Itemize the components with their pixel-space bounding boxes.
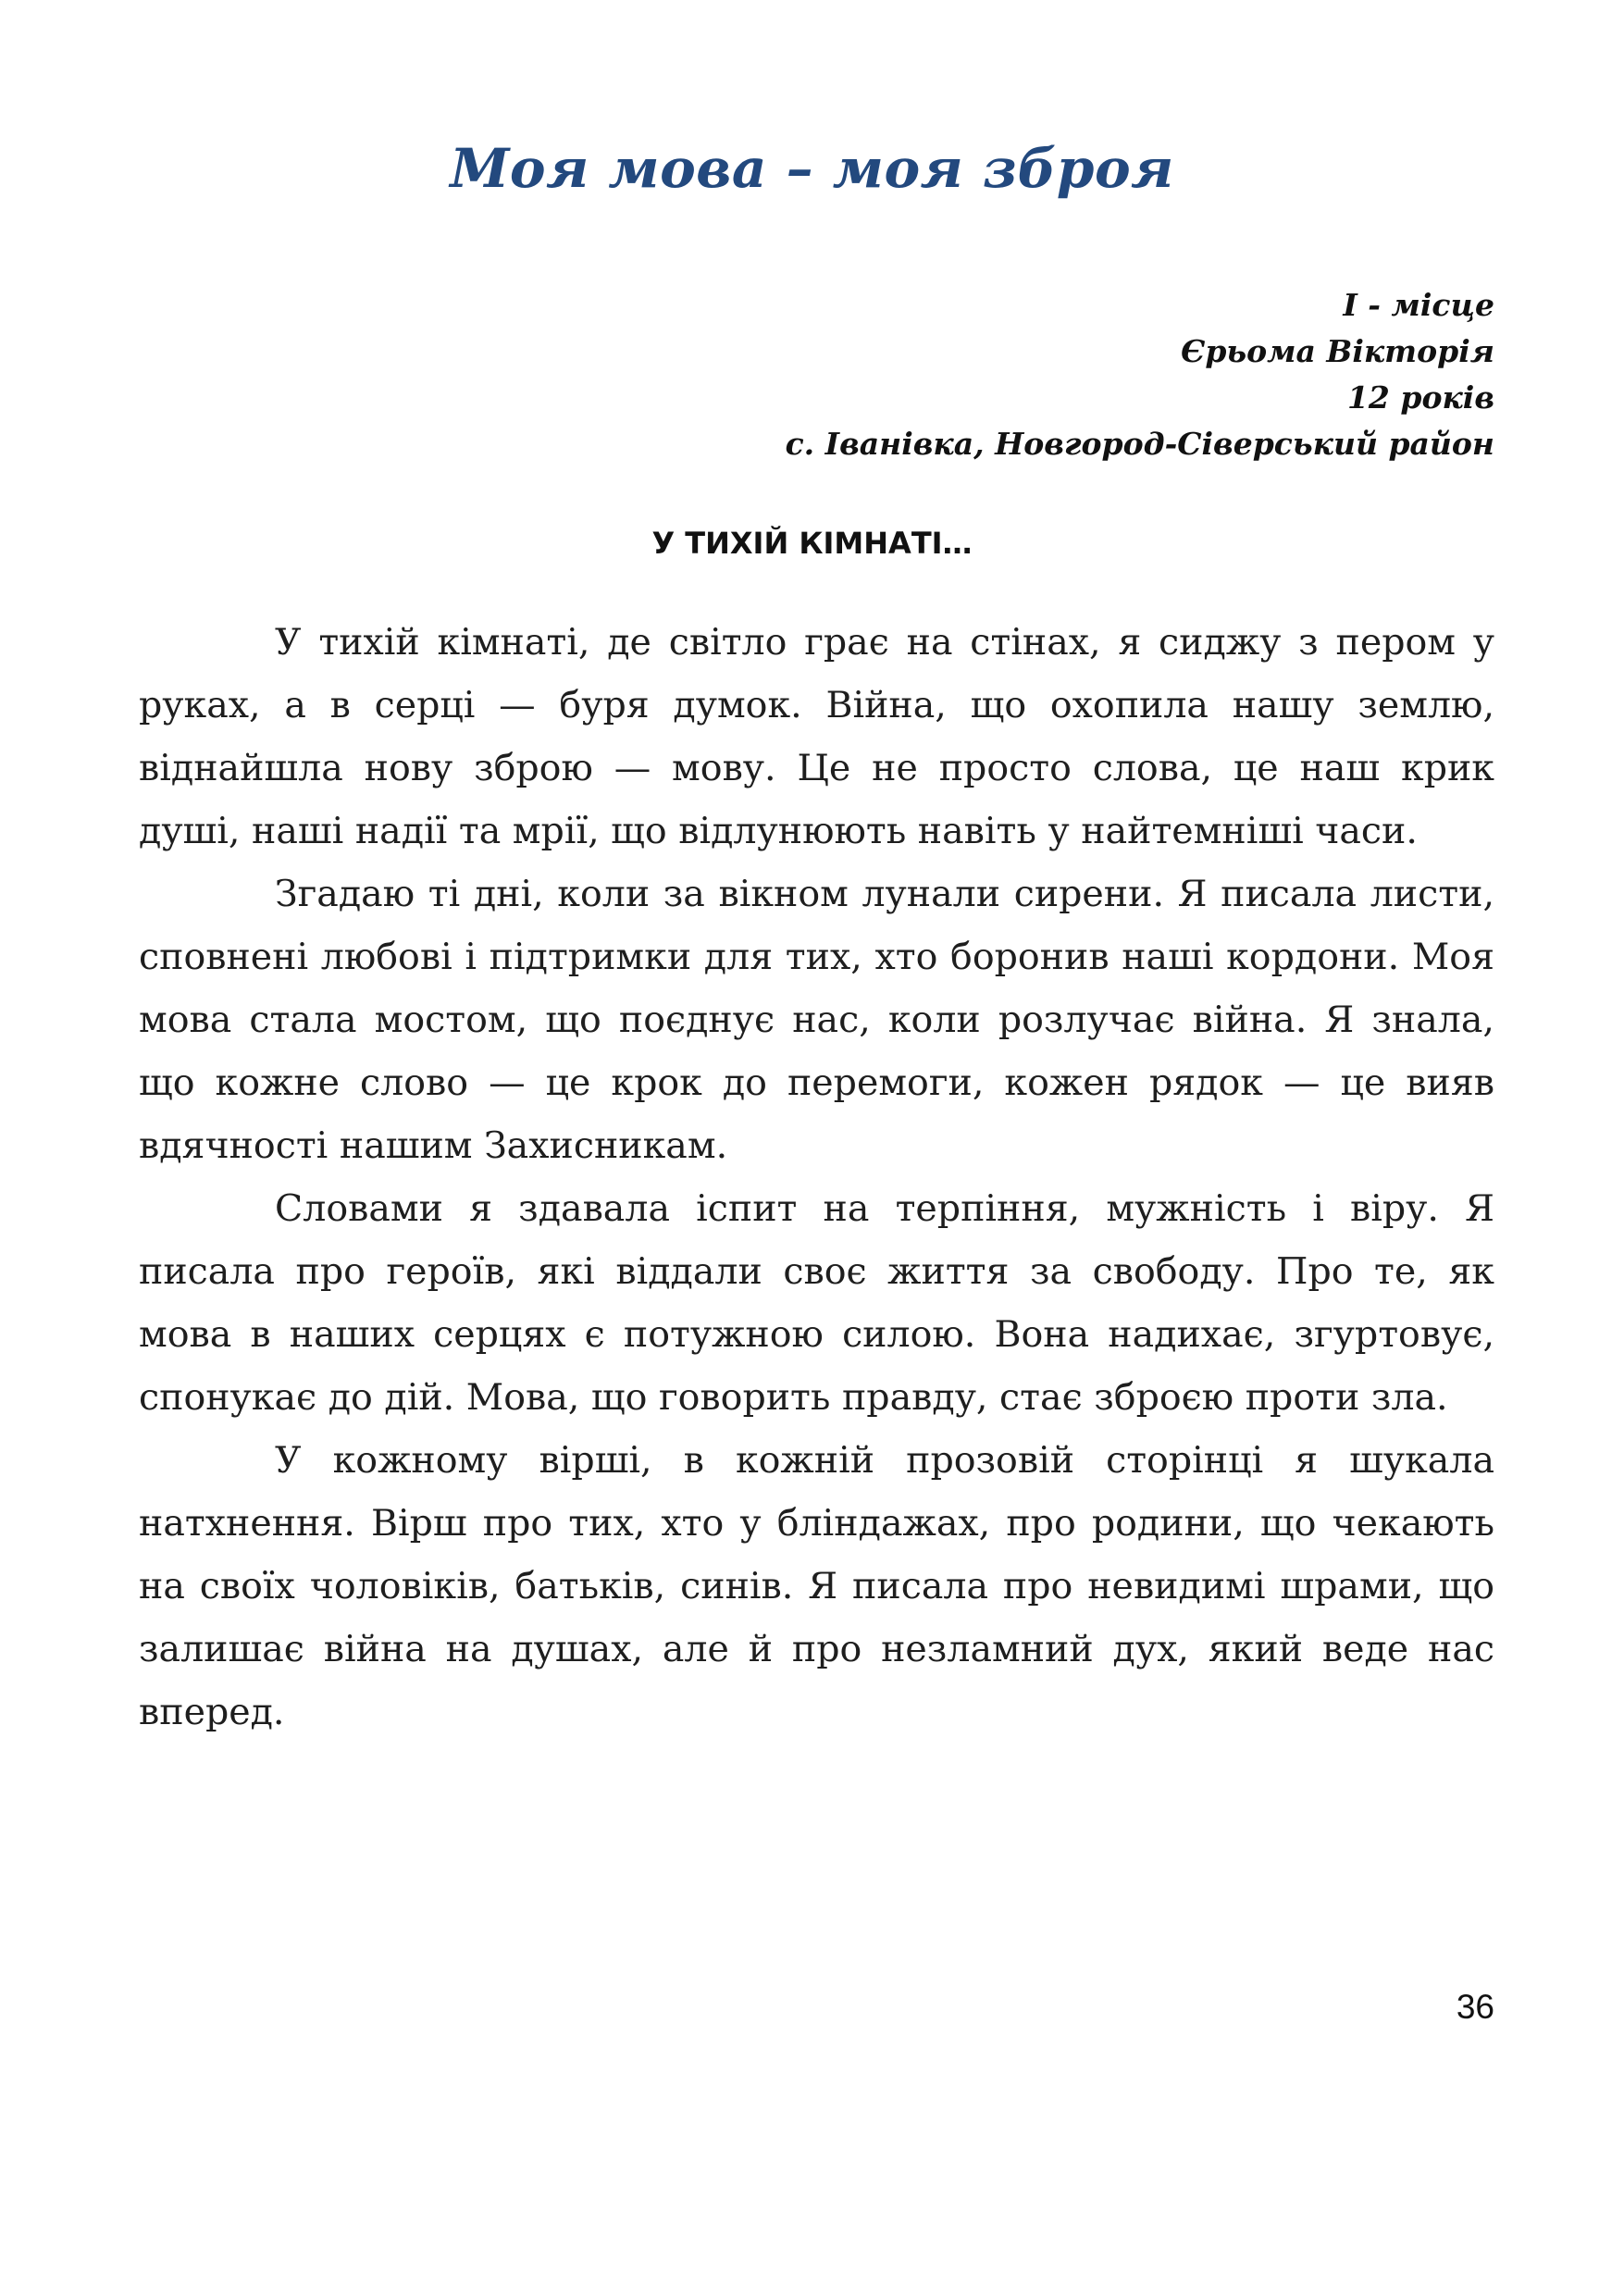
author-credits [662, 282, 1494, 467]
award-place: І - місце [1343, 287, 1494, 323]
author-name: Єрьома Вікторія [1181, 333, 1494, 369]
paragraph: Словами я здавала іспит на терпіння, мужність і віру. Я писала про героїв, які віддали своє життя за свободу. Про те, як мова в наших серцях є потужною силою. Вона надихає, згуртовує, спонукає до дій. Мова, що говорить правду, стає зброєю проти зла. [139, 1187, 1494, 1419]
body-text [139, 611, 1494, 1744]
page-number: 36 [1456, 1988, 1494, 2026]
paragraph: У тихій кімнаті, де світло грає на стінах, я сиджу з пером у руках, а в серці — буря думок. Війна, що охопила нашу землю, віднайшла нову зброю — мову. Це не просто слова, це наш крик душі, наші надії та мрії, що відлунюють навіть у найтемніші часи. [139, 621, 1494, 852]
paragraph: Згадаю ті дні, коли за вікном лунали сирени. Я писала листи, сповнені любові і підтримки для тих, хто боронив наші кордони. Моя мова стала мостом, що поєднує нас, коли розлучає війна. Я знала, що кожне слово — це крок до перемоги, кожен рядок — це вияв вдячності нашим Захисникам. [139, 873, 1494, 1167]
author-location: с. Іванівка, Новгород-Сіверський район [785, 426, 1494, 462]
author-age: 12 років [1346, 379, 1494, 416]
section-heading: У ТИХІЙ КІМНАТІ… [651, 526, 973, 561]
paragraph: У кожному вірші, в кожній прозовій сторінці я шукала натхнення. Вірш про тих, хто у бліндажах, про родини, що чекають на своїх чоловіків, батьків, синів. Я писала про невидимі шрами, що залишає війна на душах, але й про незламний дух, який веде нас вперед. [139, 1439, 1494, 1733]
page-title: Моя мова – моя зброя [450, 137, 1174, 200]
